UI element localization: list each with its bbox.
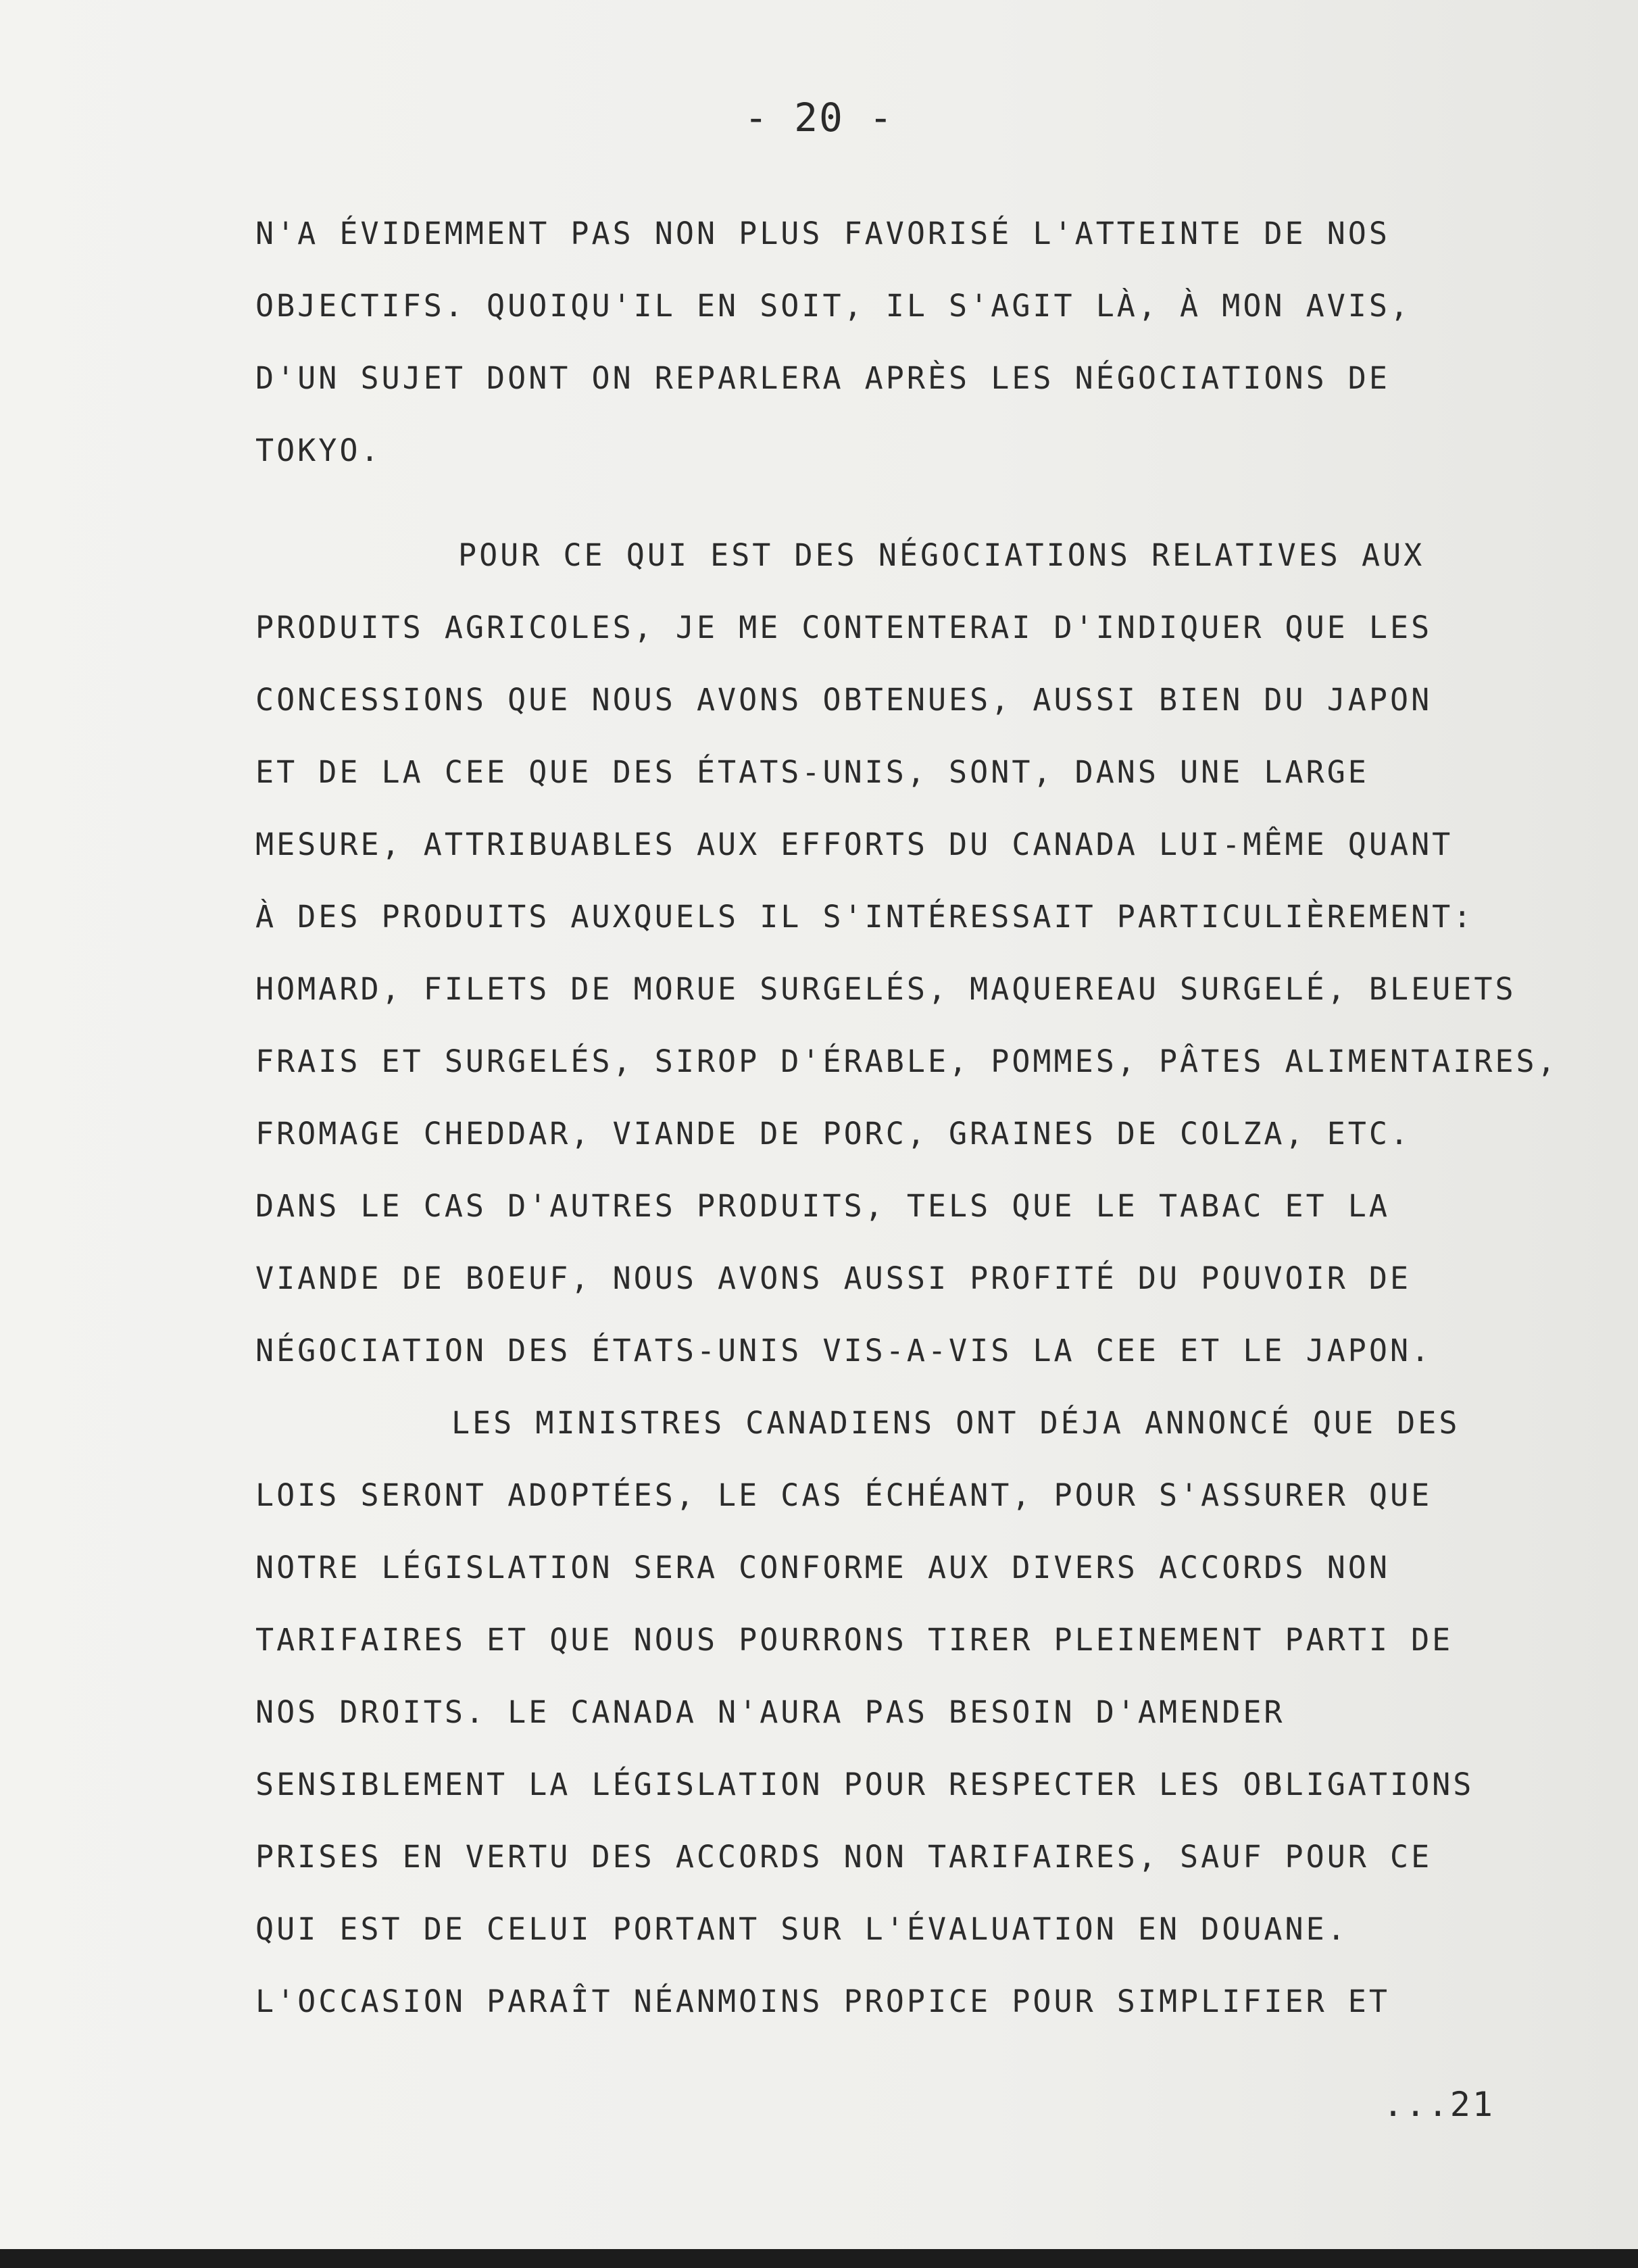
text-line: D'UN SUJET DONT ON REPARLERA APRÈS LES NÉGOCIATIONS DE [255, 360, 1390, 396]
text-line: DANS LE CAS D'AUTRES PRODUITS, TELS QUE LE TABAC ET LA [255, 1188, 1390, 1224]
text-line: N'A ÉVIDEMMENT PAS NON PLUS FAVORISÉ L'ATTEINTE DE NOS [255, 216, 1390, 251]
text-line: FRAIS ET SURGELÉS, SIROP D'ÉRABLE, POMMES, PÂTES ALIMENTAIRES, [255, 1043, 1558, 1079]
text-line: HOMARD, FILETS DE MORUE SURGELÉS, MAQUEREAU SURGELÉ, BLEUETS [255, 971, 1516, 1007]
text-line: OBJECTIFS. QUOIQU'IL EN SOIT, IL S'AGIT LÀ, À MON AVIS, [255, 288, 1412, 324]
page-number: - 20 - [744, 95, 894, 141]
text-line: NOTRE LÉGISLATION SERA CONFORME AUX DIVERS ACCORDS NON [255, 1550, 1390, 1585]
text-line: L'OCCASION PARAÎT NÉANMOINS PROPICE POUR SIMPLIFIER ET [255, 1983, 1390, 2019]
body-text [255, 197, 1558, 2038]
text-line: PRISES EN VERTU DES ACCORDS NON TARIFAIRES, SAUF POUR CE [255, 1839, 1433, 1875]
text-line: SENSIBLEMENT LA LÉGISLATION POUR RESPECTER LES OBLIGATIONS [255, 1767, 1474, 1802]
continuation-marker: ...21 [1383, 2085, 1495, 2124]
text-line: VIANDE DE BOEUF, NOUS AVONS AUSSI PROFITÉ DU POUVOIR DE [255, 1260, 1412, 1296]
text-line: NOS DROITS. LE CANADA N'AURA PAS BESOIN D'AMENDER [255, 1694, 1285, 1730]
text-line: LOIS SERONT ADOPTÉES, LE CAS ÉCHÉANT, POUR S'ASSURER QUE [255, 1477, 1433, 1513]
paragraph [255, 197, 1546, 487]
text-line: PRODUITS AGRICOLES, JE ME CONTENTERAI D'INDIQUER QUE LES [255, 610, 1433, 645]
text-line: CONCESSIONS QUE NOUS AVONS OBTENUES, AUSSI BIEN DU JAPON [255, 682, 1433, 718]
scan-edge [0, 2249, 1638, 2268]
text-line: ET DE LA CEE QUE DES ÉTATS-UNIS, SONT, DANS UNE LARGE [255, 754, 1369, 790]
text-line: QUI EST DE CELUI PORTANT SUR L'ÉVALUATION EN DOUANE. [255, 1911, 1348, 1947]
text-line: FROMAGE CHEDDAR, VIANDE DE PORC, GRAINES DE COLZA, ETC. [255, 1116, 1412, 1152]
text-line: NÉGOCIATION DES ÉTATS-UNIS VIS-A-VIS LA CEE ET LE JAPON. [255, 1333, 1433, 1369]
text-line: MESURE, ATTRIBUABLES AUX EFFORTS DU CANADA LUI-MÊME QUANT [255, 827, 1454, 862]
paragraph [255, 1387, 1546, 2038]
text-line: À DES PRODUITS AUXQUELS IL S'INTÉRESSAIT PARTICULIÈREMENT: [255, 899, 1474, 935]
text-line: TARIFAIRES ET QUE NOUS POURRONS TIRER PLEINEMENT PARTI DE [255, 1622, 1454, 1658]
text-line: POUR CE QUI EST DES NÉGOCIATIONS RELATIVES AUX [458, 537, 1425, 573]
text-line: LES MINISTRES CANADIENS ONT DÉJA ANNONCÉ QUE DES [451, 1405, 1460, 1441]
paragraph [255, 519, 1558, 1387]
text-line: TOKYO. [255, 433, 382, 468]
